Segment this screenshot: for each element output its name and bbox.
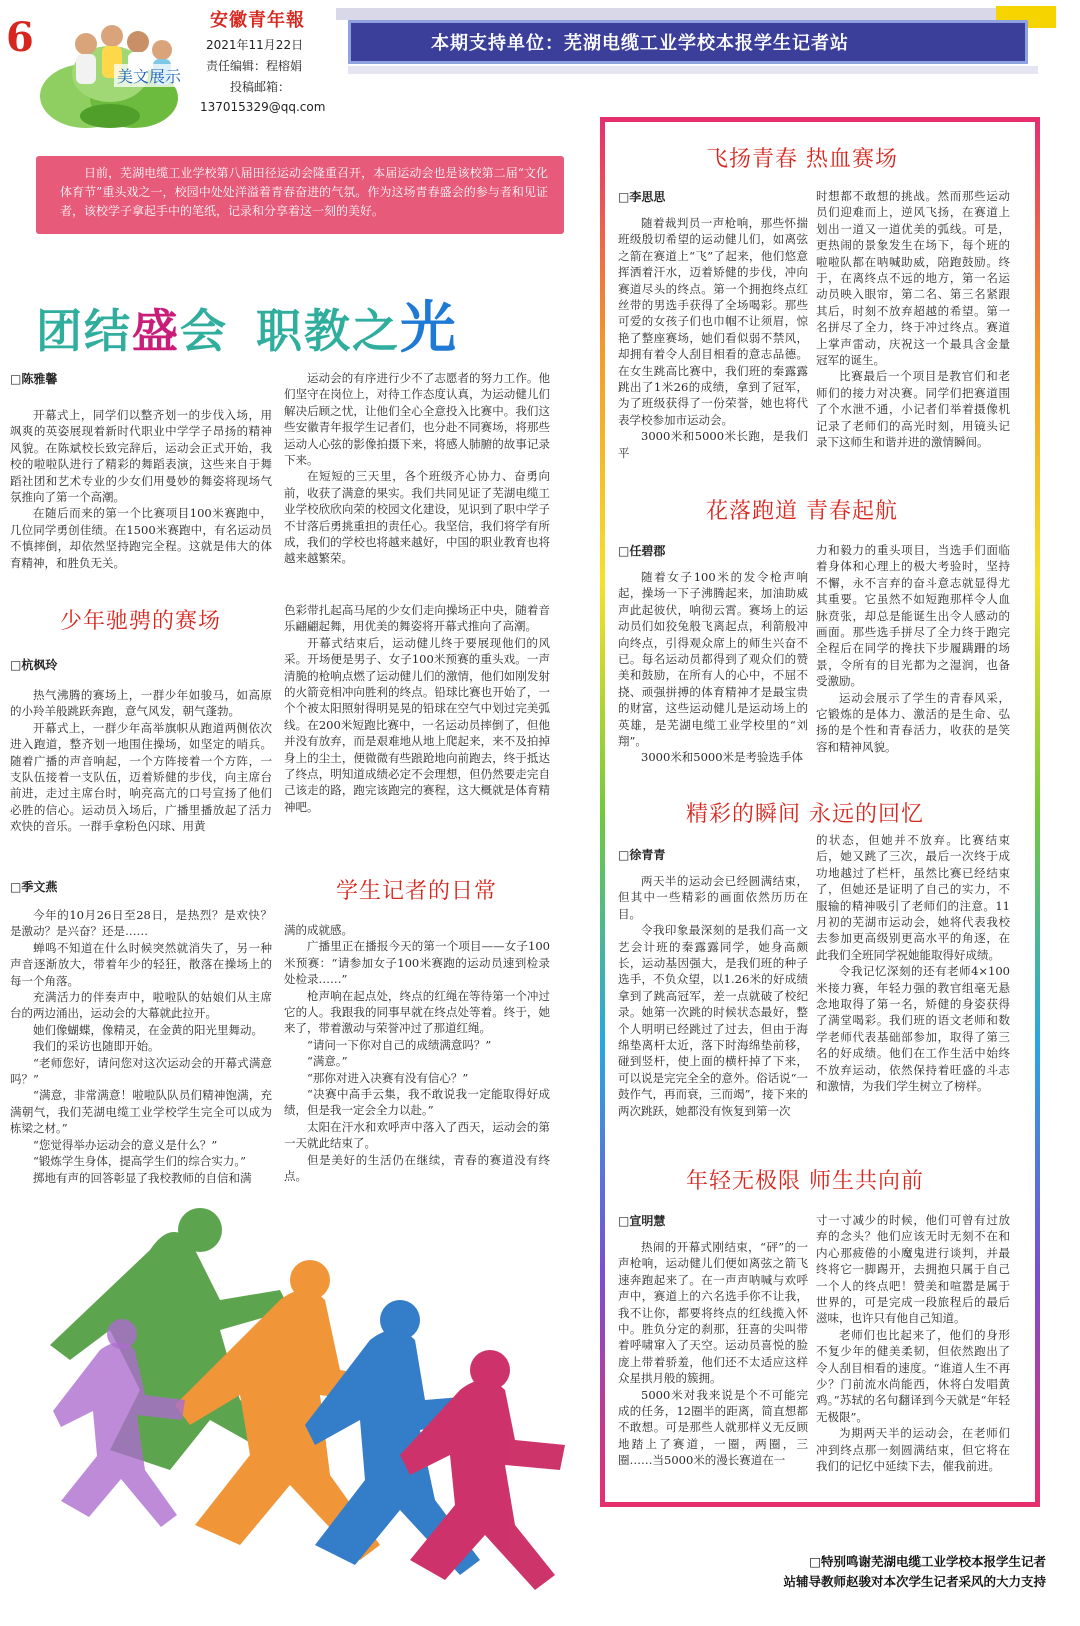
article-a3-c1-p9: “锻炼学生身体，提高学生们的综合实力。” — [33, 1154, 247, 1169]
article-b3-title: 精彩的瞬间 永远的回忆 — [686, 802, 924, 827]
main-title-part3: 会 — [180, 304, 228, 358]
article-a2-c1-p1: 热气沸腾的赛场上，一群少年如骏马，如高原的小羚羊般跳跃奔跑，意气风发，朝气蓬勃。 — [10, 688, 272, 719]
intro-text: 日前，芜湖电缆工业学校第八届田径运动会隆重召开，本届运动会也是该校第二届“文化体育节”重头戏之一，校园中处处洋溢着青春奋进的气氛。作为这场青春盛会的参与者和见证者，该校学子拿起手中的笔纸，记录和分享着这一刻的美好。 — [60, 166, 548, 218]
article-b2-title: 花落跑道 青春起航 — [706, 499, 898, 524]
footer-line1: □特别鸣谢芜湖电缆工业学校本报学生记者 — [809, 1554, 1046, 1569]
article-b3-c2-p1: 的状态，但她并不放弃。比赛结束后，她又跳了三次，最后一次终于成功地越过了栏杆，虽然比赛已经结束了，但她还是证明了自己的实力，不服输的精神吸引了老师们的注意。11月初的芜湖市运动会，她将代表我校去参加更高级别更高水平的角逐，在此我们全班同学祝她能取得好成绩。 — [816, 833, 1010, 962]
article-b4-c2-p3: 为期两天半的运动会，在老师们冲到终点那一刻圆满结束，但它将在我们的记忆中延续下去，催我前进。 — [816, 1426, 1010, 1474]
intro-box — [36, 156, 564, 234]
main-title-part2: 盛 — [132, 304, 180, 358]
article-b4-c1-p1: 热闹的开幕式刚结束，“砰”的一声枪响，运动健儿们便如离弦之箭飞速奔跑起来了。在一声声呐喊与欢呼声中，赛道上的六名选手你不让我，我不让你，都要将终点的红线揽入怀中。胜负分定的刹那，狂喜的尖叫带着呼啸窜入了天空。运动员喜悦的脸庞上带着骄羞，他们还不太适应这样众星拱月般的簇拥。 — [618, 1240, 808, 1386]
article-a3-c1-p4: 她们像蝴蝶，像精灵，在金黄的阳光里舞动。 — [33, 1022, 263, 1037]
article-a3-c2-p1: 满的成就感。 — [284, 923, 353, 937]
runners-illustration — [60, 1190, 600, 1620]
article-a1-byline: □陈雅馨 — [10, 372, 58, 386]
issue-date: 2021年11月22日 — [206, 38, 304, 52]
article-b1-col1 — [618, 188, 808, 458]
article-b1-c2-p1: 时想都不敢想的挑战。然而那些运动员们迎难而上，逆风飞扬，在赛道上划出一道又一道优美的弧线。可是，更热闹的景象发生在场下，每个班的啦啦队都在呐喊助威，陪跑鼓励。终于，在离终点不远的地方，第一名运动员映入眼帘，第二名、第三名紧跟其后，时刻不放弃超越的希望。第一名拼尽了全力，终于冲过终点。赛道上掌声雷动，庆祝这一个最具含金量冠军的诞生。 — [816, 189, 1010, 368]
article-b1-c1-p1: 随着裁判员一声枪响，那些怀揣班级殷切希望的运动健儿们，如离弦之箭在赛道上“飞”了起来，他们悠意挥洒着汗水，迈着矫健的步伐，冲向赛道尽头的终点。第一个拥抱终点红丝带的男选手获得了全场喝彩。那些可爱的女孩子们也巾帼不让须眉，惊艳了整座赛场，她们看似弱不禁风，却拥有着令人刮目相看的意志品德。在女生跳高比赛中，我们班的秦露露跳出了1米26的成绩，拿到了冠军，为了班级获得了一份荣誉，她也将代表学校参加市运动会。 — [618, 216, 808, 427]
article-a1-c2-p2: 在短短的三天里，各个班级齐心协力、奋勇向前，收获了满意的果实。我们共同见证了芜湖电缆工业学校欣欣向荣的校园文化建设，见识到了职中学子不甘落后勇挑重担的责任心。我坚信，我们将学有所成，我们的学校也将越来越好，中国的职业教育也将越来越繁荣。 — [284, 469, 550, 566]
banner-decor-bottom — [348, 66, 1038, 74]
article-a3-c2-p6: “那你对进入决赛有没有信心？” — [307, 1070, 469, 1085]
article-b1-c1-p2: 3000米和5000米长跑，是我们平 — [618, 429, 808, 460]
support-banner — [348, 20, 1028, 64]
article-a3-c1-p6: “老师您好，请问您对这次运动会的开幕式满意吗？” — [10, 1055, 272, 1087]
article-a3-title: 学生记者的日常 — [336, 879, 498, 904]
article-a2-col2 — [284, 602, 550, 846]
article-b2-byline: □任碧郡 — [618, 544, 666, 558]
article-b4-c2-p2: 老师们也比起来了，他们的身形不复少年的健美柔韧，但依然跑出了令人刮目相看的速度。“谁道人生不再少？门前流水尚能西，休将白发唱黄鸡。”苏轼的名句翻译到今天就是“年轻无极限”。 — [816, 1327, 1010, 1424]
article-b1-c2-p2: 比赛最后一个项目是教官们和老师们的接力对决赛。同学们把赛道围了个水泄不通，小记者们举着摄像机记录了老师们的高光时刻，用镜头记录下这师生和谐并进的激情瞬间。 — [816, 369, 1010, 450]
article-a3-col1 — [10, 878, 272, 1188]
article-a3-c2-p4: “请问一下你对自己的成绩满意吗？” — [307, 1037, 492, 1052]
article-b1-title: 飞扬青春 热血赛场 — [706, 147, 898, 172]
article-a2-byline: □杭枫玲 — [10, 658, 58, 672]
article-a3-c2-p2: 广播里正在播报今天的第一个项目——女子100米预赛：“请参加女子100米赛跑的运动员速到检录处检录……” — [284, 939, 550, 987]
article-a1-c2-p1: 运动会的有序进行少不了志愿者的努力工作。他们坚守在岗位上，对待工作态度认真，为运动健儿们解决后顾之忧，让他们全心全意投入比赛中。我们这些安徽青年报学生记者们，也分赴不同赛场，将那些运动人心弦的影像拍摄下来，将感人肺腑的故事记录下来。 — [284, 371, 550, 468]
article-a3-c2-p7: “决赛中高手云集，我不敢说我一定能取得好成绩，但是我一定会全力以赴。” — [284, 1087, 550, 1118]
article-b2-c2-p2: 运动会展示了学生的青春风采，它锻炼的是体力、激活的是生命、弘扬的是个性和青春活力，收获的是笑容和精神风貌。 — [816, 690, 1010, 754]
editor-credit: 责任编辑：程榕娟 — [206, 59, 303, 73]
support-banner-text: 本期支持单位：芜湖电缆工业学校本报学生记者站 — [431, 33, 849, 54]
article-a1-c1-p2: 在随后而来的第一个比赛项目100米赛跑中，几位同学勇创佳绩。在1500米赛跑中，有名运动员不慎摔倒，却依然坚持跑完全程。这就是伟大的体育精神，和胜负无关。 — [10, 506, 272, 570]
main-title-part4: 职教之 — [256, 304, 400, 358]
article-b3-col1 — [618, 846, 808, 1132]
page-number: 6 — [6, 14, 34, 61]
article-a3-byline: □季文燕 — [10, 880, 58, 894]
article-b1-col2 — [816, 188, 1010, 458]
article-a2-c1-p2: 开幕式上，一群少年高举旗帜从跑道两侧依次进入跑道，整齐划一地围住操场，如坚定的哨兵。随着广播的声音响起，一个方阵接着一个方阵，一支队伍接着一支队伍，迈着矫健的步伐，向主席台前进，走过主席台时，响亮高亢的口号宣扬了他们必胜的信心。运动员入场后，广播里播放起了活力欢快的音乐。一群手拿粉色闪球、用黄 — [10, 720, 272, 834]
article-a2-c2-p1: 色彩带扎起高马尾的少女们走向操场正中央，随着音乐翩翩起舞，用优美的舞姿将开幕式推向了高潮。 — [284, 603, 550, 634]
article-a2-title: 少年驰骋的赛场 — [60, 609, 222, 634]
article-b4-col2 — [816, 1212, 1010, 1486]
footer-line2: 站辅导教师赵骏对本次学生记者采风的大力支持 — [783, 1574, 1046, 1589]
article-b2-c1-p1: 随着女子100米的发令枪声响起，操场一下子沸腾起来，加油助威声此起彼伏，响彻云霄。赛场上的运动员们如狡兔般飞离起点，利箭般冲向终点，引得观众席上的师生兴奋不已。每名运动员都得到了观众们的赞美和鼓励，在所有人的心中，不屈不挠、顽强拼搏的体育精神才是最宝贵的财富，这些运动健儿是运动场上的英雄，是芜湖电缆工业学校里的“刘翔”。 — [618, 570, 808, 749]
footer-credit — [783, 1552, 1046, 1592]
article-b4-c2-p1: 寸一寸减少的时候，他们可曾有过放弃的念头？他们应该无时无刻不在和内心那疲倦的小魔鬼进行谈判，并最终将它一脚踢开，去拥抱只属于自己一个人的终点吧！赞美和喧嚣是属于世界的，可是完成一段旅程后的最后滋味，也许只有他自己知道。 — [816, 1213, 1010, 1326]
article-b4-byline: □宣明慧 — [618, 1214, 666, 1228]
article-a3-c1-p8: “您觉得举办运动会的意义是什么？” — [33, 1137, 218, 1152]
article-a3-c2-p8: 太阳在汗水和欢呼声中落入了西天，运动会的第一天就此结束了。 — [284, 1119, 550, 1151]
article-a3-c1-p3: 充满活力的伴奏声中，啦啦队的姑娘们从主席台的两边涌出，运动会的大幕就此拉开。 — [10, 990, 272, 1021]
article-b4-col1 — [618, 1212, 808, 1486]
article-b4-c1-p2: 5000米对我来说是个不可能完成的任务，12圈半的距离，简直想都不敢想。可是那些人就那样义无反顾地踏上了赛道，一圈，两圈，三圈……当5000米的漫长赛道在一 — [618, 1387, 808, 1468]
email-label: 投稿邮箱： — [230, 80, 291, 94]
article-b3-byline: □徐青青 — [618, 848, 666, 862]
article-b1-byline: □李思思 — [618, 190, 666, 204]
header — [0, 0, 1080, 130]
article-b2-col1 — [618, 542, 808, 765]
article-a3-c1-p2: 蝉鸣不知道在什么时候突然就消失了，另一种声音逐渐放大，带着年少的轻狂，散落在操场上的每一个角落。 — [10, 940, 272, 988]
main-title — [36, 284, 458, 364]
article-a3-col2 — [284, 922, 550, 1188]
article-a1-c1-p1: 开幕式上，同学们以整齐划一的步伐入场，用飒爽的英姿展现着新时代职业中学学子昂扬的精神风貌。在陈斌校长致完辞后，运动会正式开始，我校的啦啦队进行了精彩的舞蹈表演，这些来自于舞蹈社团和艺术专业的少女们用曼妙的舞姿将现场气氛推向了第一个高潮。 — [10, 408, 272, 505]
article-a3-c2-p5: “满意。” — [307, 1054, 348, 1069]
article-b3-c1-p2: 令我印象最深刻的是我们高一文艺会计班的秦露露同学，她身高颇长，运动基因强大，是我们班的种子选手，不负众望，以1.26米的好成绩拿到了跳高冠军，差一点就破了校纪录。她第一次跳的时候状态最好，整个人明明已经跳过了过去，但由于海绵垫离杆太近，落下时海绵垫前移，碰到竖杆，使上面的横杆掉了下来，可以说是完完全全的意外。俗话说“一鼓作气，再而衰，三而竭”，接下来的两次跳跃，她都没有恢复到第一次 — [618, 923, 808, 1118]
article-b2-c2-p1: 力和毅力的重头项目，当选手们面临着身体和心理上的极大考验时，坚持不懈，永不言弃的奋斗意志就显得尤其重要。它虽然不如短跑那样令人血脉贲张，却总是能诞生出令人感动的画面。那些选手拼尽了全力终于跑完全程后在同学的搀扶下步履蹒跚的场景，令所有的目光都为之湿润，也备受激励。 — [816, 543, 1010, 689]
article-a2-c2-p2: 开幕式结束后，运动健儿终于要展现他们的风采。开场便是男子、女子100米预赛的重头戏。一声清脆的枪响点燃了运动健儿们的激情，他们如刚发射的火箭竞相冲向胜利的终点。铅球比赛也开始了，一个个被太阳照射得明晃晃的铅球在空气中划过完美弧线。在200米短跑比赛中，一名运动员摔倒了，但他并没有放弃，而是艰难地从地上爬起来，来不及拍掉身上的尘土，便微微有些踉跄地向前跑去，终于抵达了终点，明知道成绩必定不会理想，但仍然要走完自己该走的路，跑完该跑完的赛程，这大概就是体育精神吧。 — [284, 635, 550, 814]
main-title-part1: 团结 — [36, 304, 132, 358]
article-b3-c2-p2: 令我记忆深刻的还有老师4×100米接力赛，年轻力强的教官组毫无悬念地取得了第一名，矫健的身姿获得了满堂喝彩。我们班的语文老师和数学老师代表基础部参加，取得了第三名的好成绩。他们在工作生活中始终不放弃运动，依然保持着旺盛的斗志和激情，为我们学生树立了榜样。 — [816, 964, 1010, 1094]
article-a1-col2 — [284, 370, 550, 600]
article-a3-c2-p3: 枪声响在起点处，终点的红绳在等待第一个冲过它的人。我跟我的同事早就在终点处等着。终于，她来了，带着激动与荣誉冲过了那道红绳。 — [284, 988, 550, 1036]
article-a3-c1-p1: 今年的10月26日至28日，是热烈？是欢快？是激动？是兴奋？还是…… — [10, 908, 272, 939]
article-b2-c1-p2: 3000米和5000米是考验选手体 — [641, 750, 804, 765]
article-a3-c1-p5: 我们的采访也随即开始。 — [33, 1039, 160, 1054]
article-a2-col1 — [10, 656, 272, 846]
banner-decor-left — [336, 8, 1026, 20]
article-a3-c1-p7: “满意，非常满意！啦啦队队员们精神饱满，充满朝气，我们芜湖电缆工业学校学生完全可以成为栋梁之材。” — [10, 1088, 272, 1136]
article-b2-col2 — [816, 542, 1010, 756]
newspaper-logo: 安徽青年報 — [210, 10, 305, 31]
article-a1-col1 — [10, 370, 272, 600]
section-badge: 美文展示 — [114, 64, 184, 87]
article-a3-c1-p10: 掷地有声的回答彰显了我校教师的自信和满 — [33, 1170, 252, 1185]
article-b3-c1-p1: 两天半的运动会已经圆满结束，但其中一些精彩的画面依然历历在目。 — [618, 874, 808, 921]
email-address: 137015329@qq.com — [200, 100, 326, 114]
article-b3-col2 — [816, 832, 1010, 1132]
main-title-part5: 光 — [400, 296, 458, 361]
article-a3-c2-p9: 但是美好的生活仍在继续，青春的赛道没有终点。 — [284, 1152, 550, 1184]
article-b4-title: 年轻无极限 师生共向前 — [686, 1169, 924, 1194]
